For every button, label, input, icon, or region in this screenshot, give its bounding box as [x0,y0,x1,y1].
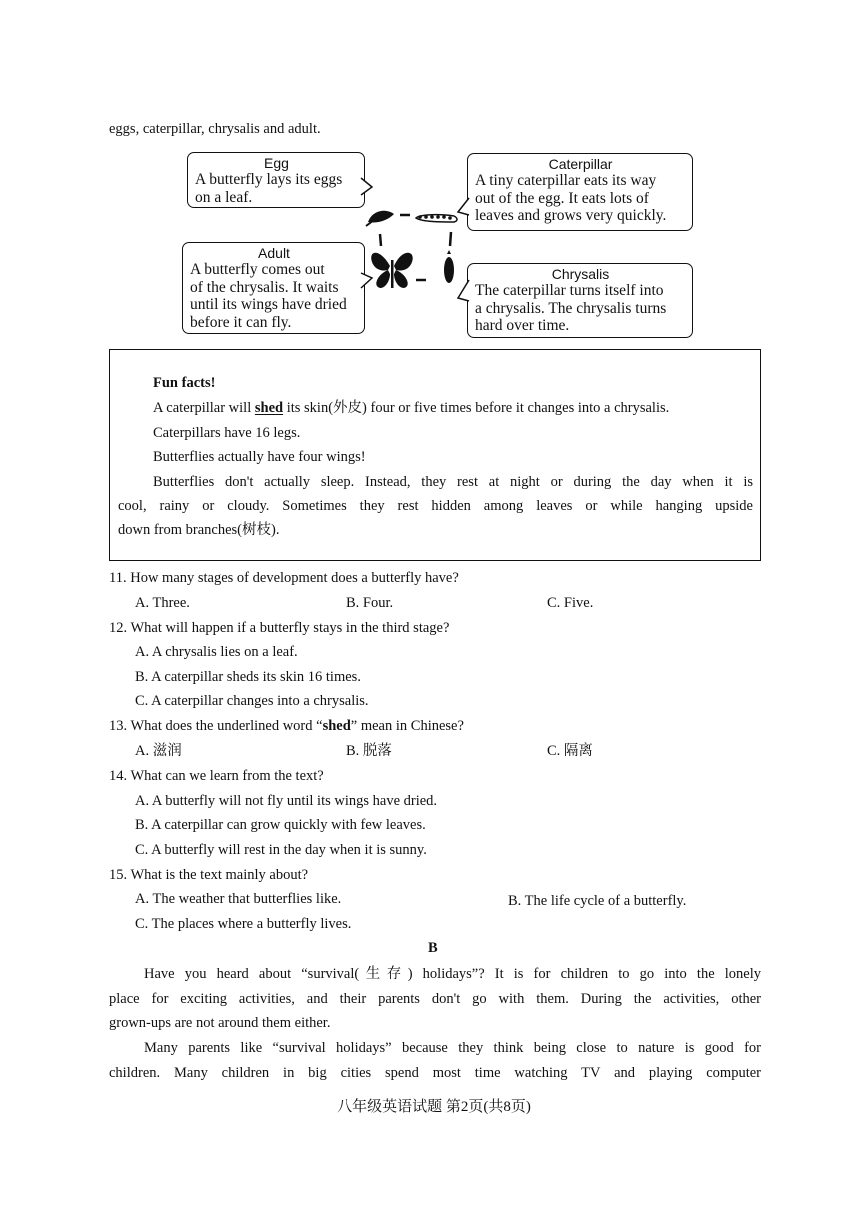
question-15-option-c[interactable]: C. The places where a butterfly lives. [135,916,352,932]
chrysalis-line-3: hard over time. [475,317,570,334]
question-14-option-b[interactable]: B. A caterpillar can grow quickly with few leaves. [135,817,426,833]
egg-bubble [187,152,365,208]
question-12-option-c[interactable]: C. A caterpillar changes into a chrysalis. [135,693,369,709]
question-13-option-b[interactable]: B. 脱落 [346,743,392,759]
caterpillar-bubble [467,153,693,231]
fun-fact-1-post: its skin(外皮) four or five times before it changes into a chrysalis. [283,400,670,416]
adult-line-3: until its wings have dried [190,296,347,313]
chrysalis-line-1: The caterpillar turns itself into [475,282,664,299]
question-11-option-c[interactable]: C. Five. [547,595,594,611]
section-b-p2-line-1: Many parents like “survival holidays” because they think being close to nature is good for [144,1040,761,1056]
fun-fact-1 [153,399,669,417]
chrysalis-bubble [467,263,693,338]
section-b-p2-line-2: children. Many children in big cities spend most time watching TV and playing computer [109,1065,761,1081]
egg-bubble-tail [360,176,374,198]
adult-line-2: of the chrysalis. It waits [190,278,339,296]
section-b-p1-line-3: grown-ups are not around them either. [109,1015,331,1031]
question-14-stem: 14. What can we learn from the text? [109,768,324,784]
page-footer: 八年级英语试题 第2页(共8页) [337,1099,531,1115]
fun-fact-2: Caterpillars have 16 legs. [153,425,301,441]
question-15-option-b[interactable]: B. The life cycle of a butterfly. [508,893,687,909]
chrysalis-title: Chrysalis [551,266,610,282]
question-13-option-a[interactable]: A. 滋润 [135,743,182,759]
fun-facts-heading: Fun facts! [153,375,216,391]
caterpillar-icon [416,215,457,222]
caterpillar-title: Caterpillar [548,156,613,172]
caterpillar-line-1: A tiny caterpillar eats its way [475,172,657,189]
question-14-option-c[interactable]: C. A butterfly will rest in the day when it is sunny. [135,842,427,858]
fun-fact-1-pre: A caterpillar will [153,400,255,416]
egg-line-1: A butterfly lays its eggs [195,171,343,188]
question-14-option-a[interactable]: A. A butterfly will not fly until its wings have dried. [135,793,438,809]
leaf-icon [366,211,394,226]
question-13-keyword: shed [322,718,351,734]
fun-fact-1-underlined-word: shed [254,400,284,416]
egg-line-2: on a leaf. [195,188,253,206]
adult-line-1: A butterfly comes out [190,261,325,278]
section-b-label: B [428,940,438,956]
question-15-option-a[interactable]: A. The weather that butterflies like. [135,891,342,907]
fun-fact-4-line-2: cool, rainy or cloudy. Sometimes they rest hidden among leaves or while hanging upside [118,498,753,514]
chrysalis-icon [444,250,454,283]
section-b-p1-line-1: Have you heard about “survival(生存) holidays”? It is for children to go into the lonely [144,966,761,982]
caterpillar-line-3: leaves and grows very quickly. [475,207,667,224]
question-11-stem: 11. How many stages of development does a butterfly have? [109,570,459,586]
adult-line-4: before it can fly. [190,313,292,331]
question-13-stem: 13. What does the underlined word “shed” mean in Chinese? [109,718,464,734]
lifecycle-cycle-illustration [362,204,466,294]
question-13-option-c[interactable]: C. 隔离 [547,743,593,759]
fun-fact-4-line-3: down from branches(树枝). [118,522,280,538]
adult-bubble [182,242,365,334]
fun-facts-box [109,349,761,561]
egg-title: Egg [264,155,289,171]
fun-fact-4-line-1: Butterflies don't actually sleep. Instead, they rest at night or during the day when it is [153,474,753,490]
butterfly-icon [371,253,412,288]
question-15-stem: 15. What is the text mainly about? [109,867,309,883]
fun-fact-3: Butterflies actually have four wings! [153,449,366,465]
caterpillar-line-2: out of the egg. It eats lots of [475,189,649,207]
question-12-option-b[interactable]: B. A caterpillar sheds its skin 16 times. [135,669,361,685]
chrysalis-line-2: a chrysalis. The chrysalis turns [475,299,667,317]
question-11-option-b[interactable]: B. Four. [346,595,394,611]
question-12-stem: 12. What will happen if a butterfly stays in the third stage? [109,620,450,636]
section-b-p1-line-2: place for exciting activities, and their parents don't go with them. During the activities, other [109,991,761,1007]
question-11-option-a[interactable]: A. Three. [135,595,190,611]
question-12-option-a[interactable]: A. A chrysalis lies on a leaf. [135,644,298,660]
adult-title: Adult [258,245,290,261]
intro-line: eggs, caterpillar, chrysalis and adult. [109,121,321,137]
